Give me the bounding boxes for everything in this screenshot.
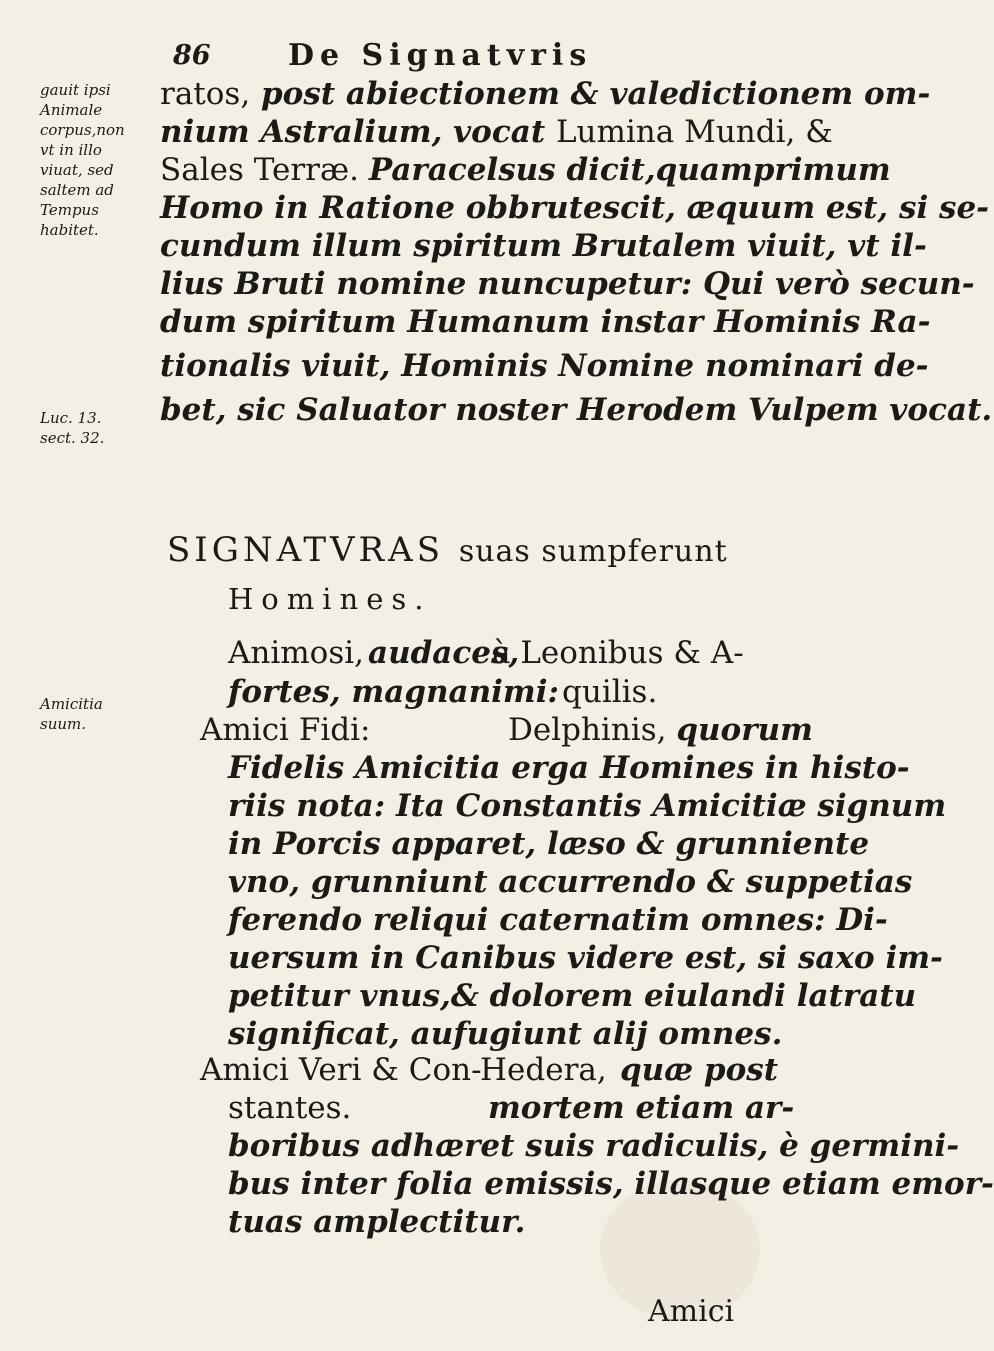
margin-note-top: gauit ipsi Animale corpus,non vt in illo viuat, sed saltem ad Tempus habitet. <box>40 81 125 239</box>
entry-hedera: Hedera, <box>480 1052 607 1088</box>
entry-animosi-left2: fortes, magnanimi: <box>228 674 559 710</box>
section-heading: SIGNATVRAS suas sumpferunt <box>167 530 728 570</box>
text-line: nium Astralium, vocat Lumina Mundi, & <box>160 114 833 150</box>
text-line: Sales Terræ. Paracelsus dicit,quamprimum <box>160 152 891 188</box>
text-line: tuas amplectitur. <box>228 1204 526 1240</box>
page-number: 86 <box>173 40 211 71</box>
entry-delphinis: Delphinis, quorum <box>508 712 813 748</box>
text-line: vno, grunniunt accurrendo & suppetias <box>228 864 913 900</box>
text-line: bet, sic Saluator noster Herodem Vulpem vocat. <box>160 392 993 428</box>
text-line: bus inter folia emissis, illasque etiam emor- <box>228 1166 994 1202</box>
text-line: uersum in Canibus videre est, si saxo im- <box>228 940 943 976</box>
entry-amici-veri: Amici Veri & Con- <box>200 1052 482 1088</box>
entry-animosi-left: Animosi, <box>228 635 365 671</box>
text-line: ratos, post abiectionem & valedictionem om- <box>160 76 931 112</box>
margin-note-reference: Luc. 13. sect. 32. <box>40 409 105 447</box>
text-line: boribus adhæret suis radiculis, è germini- <box>228 1128 960 1164</box>
margin-note-friendship: Amicitia suum. <box>40 695 103 733</box>
running-header <box>0 34 800 74</box>
text-line: in Porcis apparet, læso & grunniente <box>228 826 870 862</box>
text-line: Homo in Ratione obbrutescit, æquum est, si se- <box>160 190 990 226</box>
text-line: Fidelis Amicitia erga Homines in histo- <box>228 750 910 786</box>
entry-animosi-mid: audaces, <box>368 635 520 671</box>
running-title: De Signatvris <box>288 38 593 73</box>
text-line: tionalis viuit, Hominis Nomine nominari de- <box>160 348 929 384</box>
entry-hedera-right: quæ post <box>620 1052 779 1088</box>
entry-amici-veri-2: stantes. <box>228 1090 352 1126</box>
text-line: ferendo reliqui caternatim omnes: Di- <box>228 902 888 938</box>
text-line: petitur vnus,& dolorem eiulandi latratu <box>228 978 917 1014</box>
text-line: cundum illum spiritum Brutalem viuit, vt il- <box>160 228 927 264</box>
entry-amici-fidi: Amici Fidi: <box>200 712 371 748</box>
entry-animosi-right2: quilis. <box>562 674 658 710</box>
text-line: lius Bruti nomine nuncupetur: Qui verò secun- <box>160 266 975 302</box>
text-line: riis nota: Ita Constantis Amicitiæ signum <box>228 788 947 824</box>
section-subheading: Homines. <box>228 582 432 616</box>
text-line: dum spiritum Humanum instar Hominis Ra- <box>160 304 931 340</box>
entry-animosi-right: à Leonibus & A- <box>492 635 744 671</box>
text-line: significat, aufugiunt alij omnes. <box>228 1016 783 1052</box>
entry-hedera-right-2: mortem etiam ar- <box>488 1090 795 1126</box>
catchword: Amici <box>648 1294 735 1329</box>
